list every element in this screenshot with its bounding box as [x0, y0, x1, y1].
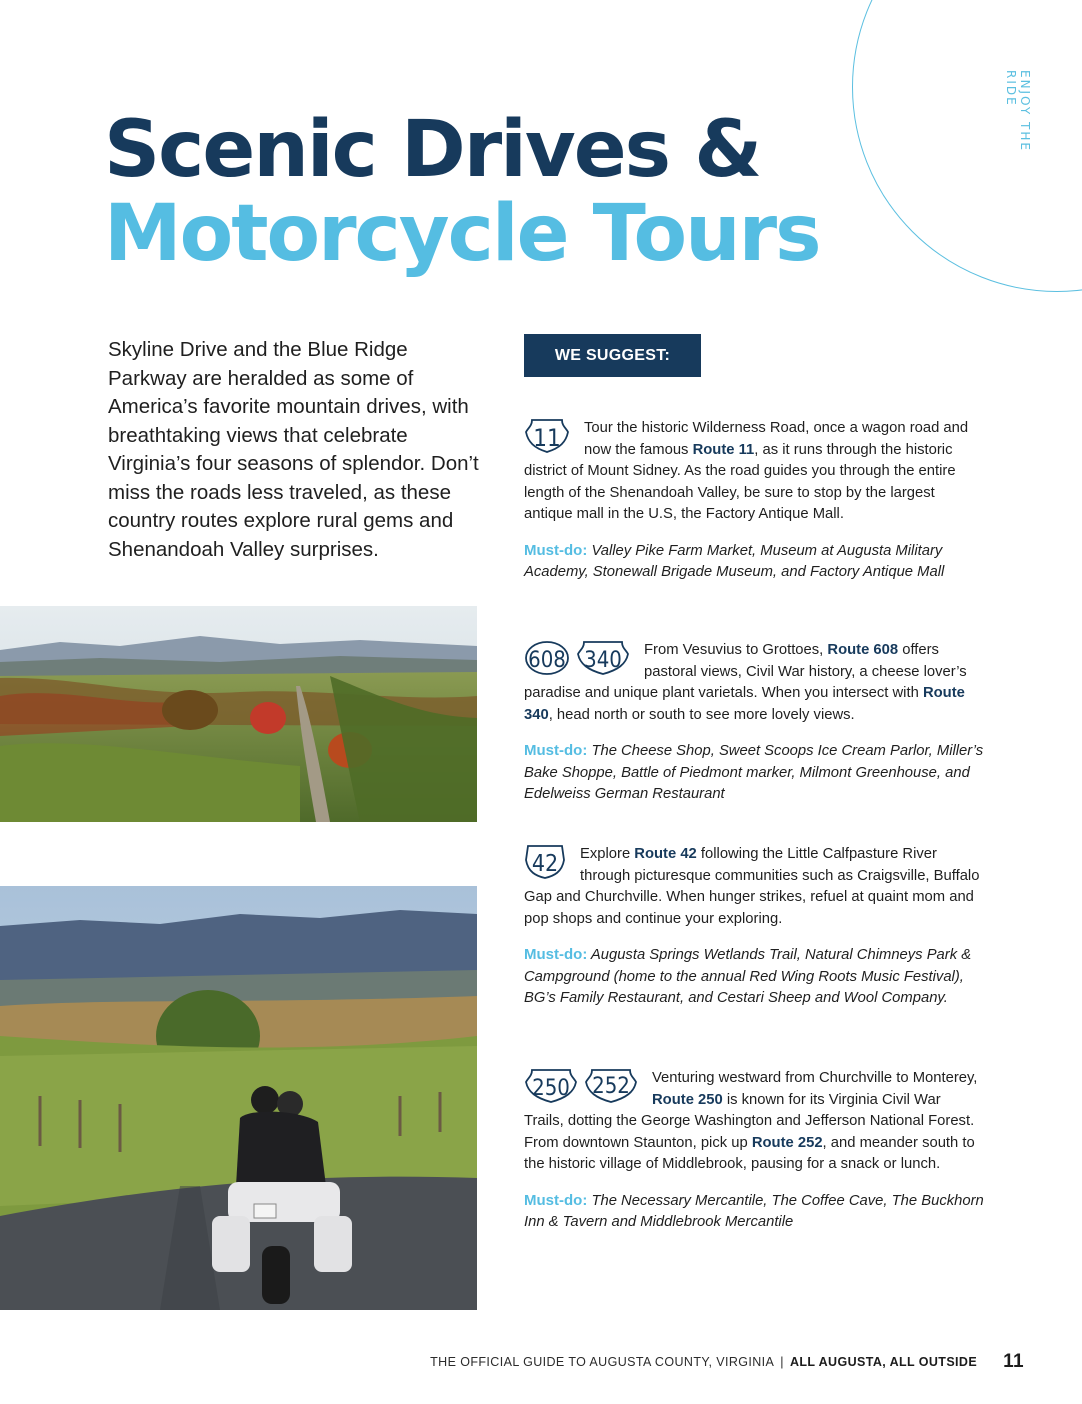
- motorcycle-photo: [0, 886, 477, 1310]
- must-do-list: [524, 740, 984, 806]
- us-route-shield-icon: [524, 1068, 578, 1104]
- route-text: Tour the historic Wilderness Road, once a wagon road and now the famous: [584, 420, 969, 458]
- must-do-list: [524, 540, 984, 584]
- route-highlight: Route 252: [751, 1134, 823, 1151]
- us-route-shield-icon: [524, 418, 570, 454]
- route-shield-number: 252: [592, 1074, 630, 1099]
- must-do-text: The Cheese Shop, Sweet Scoops Ice Cream Parlor, Miller’s Bake Shoppe, Battle of Piedmont marker, Milmont Greenhouse, and Edelweiss German Restaurant: [524, 743, 984, 802]
- route-250-252-entry: [524, 1068, 984, 1234]
- route-text: From Vesuvius to Grottoes,: [644, 642, 828, 658]
- route-shield-number: 340: [584, 648, 622, 673]
- route-highlight: Route 340: [524, 685, 965, 723]
- route-text: following the Little Calfpasture River through picturesque communities such as Craigsville, Buffalo Gap and Churchville. When hunger strikes, refuel at quaint mom and pop shops and continue your exploring.: [524, 846, 980, 927]
- must-do-label: Must-do:: [524, 1191, 588, 1209]
- footer-guide-title: THE OFFICIAL GUIDE TO AUGUSTA COUNTY, VIRGINIA: [430, 1355, 775, 1369]
- must-do-list: [524, 944, 984, 1010]
- footer-tagline: ALL AUGUSTA, ALL OUTSIDE: [789, 1355, 978, 1369]
- must-do-text: Augusta Springs Wetlands Trail, Natural Chimneys Park & Campground (home to the annual Red Wing Roots Music Festival), BG’s Family Restaurant, and Cestari Sheep and Wool Company.: [524, 947, 972, 1006]
- route-shield-number: 11: [533, 424, 561, 452]
- intro-paragraph: Skyline Drive and the Blue Ridge Parkway are heralded as some of America’s favorite mountain drives, with breathtaking views that celebrate Virginia’s four seasons of splendor. Don’t miss the roads less traveled, as these country routes explore rural gems and Shenandoah Valley surprises.: [108, 338, 479, 561]
- must-do-text: The Necessary Mercantile, The Coffee Cave, The Buckhorn Inn & Tavern and Middlebrook Mercantile: [524, 1192, 984, 1230]
- route-text: , head north or south to see more lovely views.: [548, 706, 855, 723]
- valley-road-photo: [0, 606, 477, 822]
- route-shield-number: 42: [531, 851, 559, 877]
- state-route-shield-icon: [524, 844, 566, 880]
- must-do-label: Must-do:: [524, 541, 588, 559]
- we-suggest-badge: WE SUGGEST:: [524, 334, 701, 377]
- footer-separator: |: [780, 1355, 784, 1369]
- must-do-label: Must-do:: [524, 946, 588, 963]
- route-highlight: Route 608: [827, 642, 899, 658]
- us-route-shield-icon: [576, 640, 630, 676]
- route-text: , and meander south to the historic village of Middlebrook, pausing for a snack or lunch.: [524, 1134, 975, 1172]
- route-42-entry: [524, 844, 984, 1010]
- must-do-text: Valley Pike Farm Market, Museum at Augusta Military Academy, Stonewall Brigade Museum, and Factory Antique Mall: [524, 542, 945, 580]
- route-highlight: Route 11: [692, 441, 755, 458]
- route-11-entry: [524, 418, 984, 584]
- route-shield-number: 608: [528, 648, 566, 673]
- route-highlight: Route 250: [652, 1091, 723, 1108]
- section-side-label: ENJOY THE RIDE: [1004, 70, 1032, 152]
- page-number: 11: [1003, 1351, 1024, 1372]
- state-route-shield-icon: [524, 640, 570, 676]
- title-line-1: Scenic Drives &: [104, 105, 761, 195]
- must-do-label: Must-do:: [524, 742, 588, 759]
- route-text: Explore: [580, 846, 635, 862]
- route-text: Venturing westward from Churchville to Monterey,: [652, 1070, 978, 1086]
- page-title: [104, 105, 820, 279]
- title-line-2: Motorcycle Tours: [104, 189, 820, 279]
- must-do-list: [524, 1190, 984, 1234]
- page-footer: [430, 1352, 1024, 1372]
- route-highlight: Route 42: [634, 846, 697, 862]
- route-shield-number: 250: [532, 1076, 570, 1101]
- route-text: offers pastoral views, Civil War history, a cheese lover’s paradise and unique plant varietals. When you intersect with: [524, 642, 967, 701]
- route-text: , as it runs through the historic district of Mount Sidney. As the road guides you through the entire length of the Shenandoah Valley, be sure to stop by the largest antique mall in the U.S, the Factory Antique Mall.: [524, 441, 956, 522]
- decorative-circle: [852, 0, 1082, 292]
- route-text: is known for its Virginia Civil War Trails, dotting the George Washington and Jefferson National Forest. From downtown Staunton, pick up: [524, 1091, 975, 1151]
- route-608-340-entry: [524, 640, 984, 806]
- us-route-shield-icon: [584, 1068, 638, 1104]
